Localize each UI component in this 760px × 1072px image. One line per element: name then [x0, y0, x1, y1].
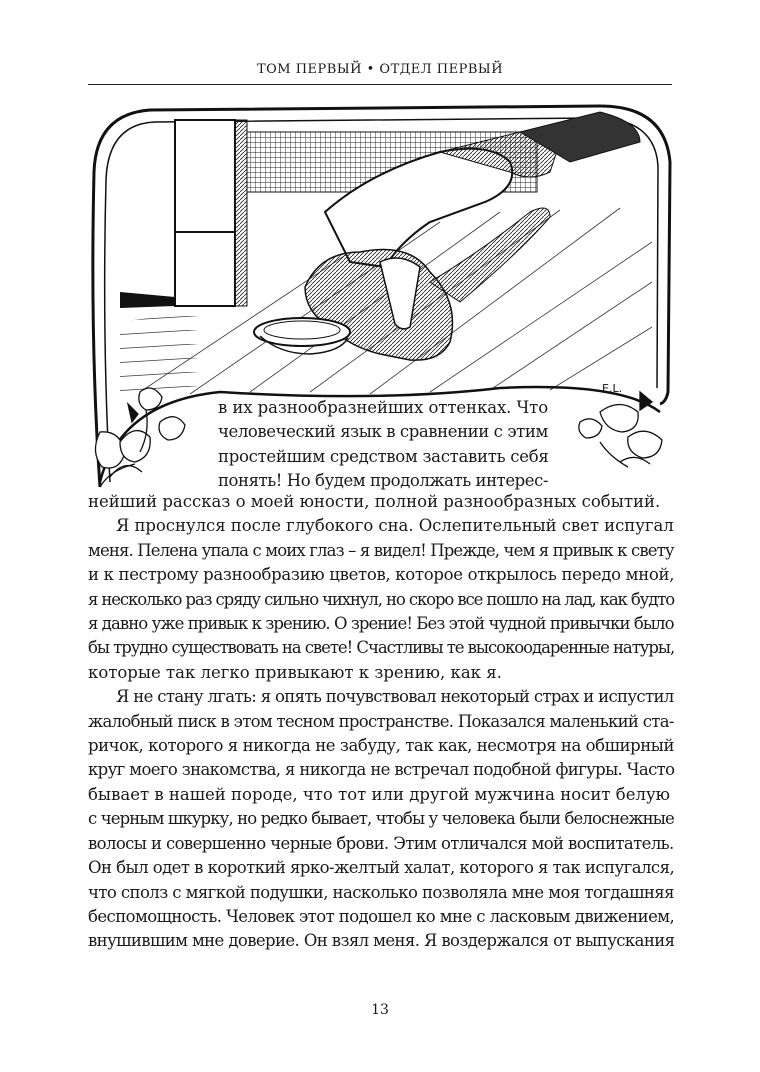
running-header: ТОМ ПЕРВЫЙ • ОТДЕЛ ПЕРВЫЙ	[256, 62, 504, 77]
text-line: которые так легко привыкают к зрению, как я.	[88, 662, 502, 682]
text-line: я несколько раз сряду сильно чихнул, но скоро все пошло на лад, как будто	[88, 589, 675, 609]
text-line: что сполз с мягкой подушки, насколько позволяла мне моя тогдашняя	[88, 882, 674, 902]
page-number: 13	[371, 1002, 389, 1018]
text-line: волосы и совершенно черные брови. Этим отличался мой воспитатель.	[88, 833, 674, 853]
text-line: простейшим средством заставить себя	[218, 446, 549, 466]
text-line: ричок, которого я никогда не забуду, так как, несмотря на обширный	[88, 736, 675, 756]
text-line: внушившим мне доверие. Он взял меня. Я воздержался от выпускания	[88, 931, 675, 951]
text-line: понять! Но будем продолжать интерес-	[218, 471, 549, 491]
text-line: человеческий язык в сравнении с этим	[218, 422, 548, 442]
paragraph-first-line: Я проснулся после глубокого сна. Ослепительный свет испугал	[116, 516, 674, 536]
main-text	[88, 490, 674, 954]
text-line: Он был одет в короткий ярко-желтый халат, которого я так испугался,	[88, 858, 675, 878]
text-line: жалобный писк в этом тесном пространстве. Показался маленький ста-	[88, 711, 674, 731]
text-line: беспомощность. Человек этот подошел ко мне с ласковым движением,	[88, 906, 675, 926]
text-line: я давно уже привык к зрению. О зрение! Без этой чудной привычки было	[88, 614, 674, 634]
text-line: нейший рассказ о моей юности, полной разнообразных событий.	[88, 492, 661, 511]
text-line: бывает в нашей породе, что тот или другой мужчина носит белую	[88, 784, 671, 804]
illustration-signature: E.L.	[602, 382, 623, 395]
paragraph-first-line: Я не стану лгать: я опять почувствовал некоторый страх и испустил	[116, 687, 674, 707]
text-line: бы трудно существовать на свете! Счастливы те высокоодаренные натуры,	[88, 638, 675, 658]
text-line: круг моего знакомства, я никогда не встречал подобной фигуры. Часто	[88, 760, 675, 780]
inset-paragraph	[218, 396, 548, 494]
text-line: с черным шкурку, но редко бывает, чтобы у человека были белоснежные	[88, 809, 674, 829]
text-line: и к пестрому разнообразию цветов, которое открылось передо мной,	[88, 565, 675, 585]
text-line: меня. Пелена упала с моих глаз – я видел! Прежде, чем я привык к свету	[88, 540, 674, 560]
text-line: в их разнообразнейших оттенках. Что	[218, 398, 549, 417]
header-rule	[88, 84, 672, 85]
